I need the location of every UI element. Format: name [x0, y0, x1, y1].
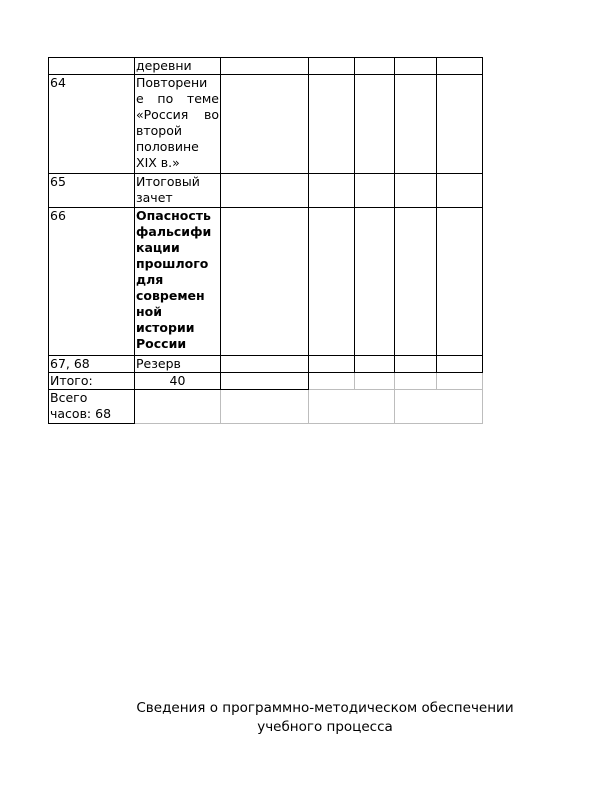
table-row — [49, 208, 483, 356]
empty-cell — [309, 75, 355, 174]
table-row — [49, 75, 483, 174]
topic-text: Повторени — [136, 75, 208, 90]
empty-cell — [437, 373, 483, 390]
lesson-topic-cell: деревни — [135, 58, 221, 75]
topic-text: теме — [186, 91, 219, 106]
lesson-number-cell — [49, 58, 135, 75]
caption-line: Сведения о программно-методическом обеспечении — [136, 700, 514, 716]
empty-cell — [221, 208, 309, 356]
empty-cell — [309, 208, 355, 356]
lesson-topic-cell: Резерв — [135, 356, 221, 373]
caption-line: учебного процесса — [257, 719, 393, 735]
topic-line: истории — [136, 320, 195, 335]
total-row — [49, 373, 483, 390]
empty-cell — [355, 174, 395, 208]
total-value: 40 — [135, 373, 221, 390]
grand-total-label — [49, 390, 135, 424]
section-caption — [100, 699, 550, 737]
topic-line — [136, 75, 219, 91]
empty-cell — [355, 75, 395, 174]
topic-line: фальсифи — [136, 224, 212, 239]
empty-cell — [309, 174, 355, 208]
topic-line: для — [136, 272, 164, 287]
topic-line: Опасность — [136, 208, 211, 223]
topic-line: прошлого — [136, 256, 209, 271]
empty-cell — [395, 390, 483, 424]
lesson-number-cell: 67, 68 — [49, 356, 135, 373]
empty-cell — [355, 58, 395, 75]
topic-text: во — [203, 107, 219, 122]
lesson-topic-cell — [135, 75, 221, 174]
empty-cell — [395, 373, 437, 390]
empty-cell — [437, 356, 483, 373]
table-row — [49, 58, 483, 75]
empty-cell — [395, 174, 437, 208]
grand-total-line: часов: 68 — [50, 406, 112, 421]
topic-text: е — [136, 91, 144, 106]
topic-line: современ — [136, 288, 205, 303]
empty-cell — [355, 356, 395, 373]
topic-line: России — [136, 336, 187, 351]
empty-cell — [355, 373, 395, 390]
topic-line: кации — [136, 240, 180, 255]
empty-cell — [437, 58, 483, 75]
topic-line: второй — [136, 123, 183, 138]
topic-line: XIX в.» — [136, 155, 180, 170]
empty-cell — [221, 58, 309, 75]
lesson-number-cell: 65 — [49, 174, 135, 208]
empty-cell — [221, 75, 309, 174]
empty-cell — [395, 208, 437, 356]
empty-cell — [221, 356, 309, 373]
empty-cell — [221, 373, 309, 390]
topic-line: Итоговый — [136, 174, 200, 189]
lesson-plan-table — [48, 57, 483, 424]
empty-cell — [309, 373, 355, 390]
topic-line: зачет — [136, 190, 173, 205]
topic-text: по — [157, 91, 174, 106]
empty-cell — [395, 58, 437, 75]
table-row — [49, 174, 483, 208]
empty-cell — [395, 356, 437, 373]
empty-cell — [221, 174, 309, 208]
lesson-topic-cell — [135, 208, 221, 356]
topic-line: половине — [136, 139, 199, 154]
empty-cell — [437, 75, 483, 174]
empty-cell — [309, 58, 355, 75]
topic-line — [136, 107, 219, 123]
lesson-topic-cell — [135, 174, 221, 208]
topic-text: «Россия — [136, 107, 189, 122]
total-label: Итого: — [49, 373, 135, 390]
empty-cell — [309, 390, 395, 424]
topic-line: ной — [136, 304, 162, 319]
lesson-number-cell: 66 — [49, 208, 135, 356]
topic-line — [136, 91, 219, 107]
empty-cell — [309, 356, 355, 373]
empty-cell — [437, 208, 483, 356]
empty-cell — [135, 390, 221, 424]
grand-total-line: Всего — [50, 390, 88, 405]
table-row — [49, 356, 483, 373]
empty-cell — [395, 75, 437, 174]
empty-cell — [221, 390, 309, 424]
grand-total-row — [49, 390, 483, 424]
empty-cell — [355, 208, 395, 356]
lesson-number-cell: 64 — [49, 75, 135, 174]
empty-cell — [437, 174, 483, 208]
